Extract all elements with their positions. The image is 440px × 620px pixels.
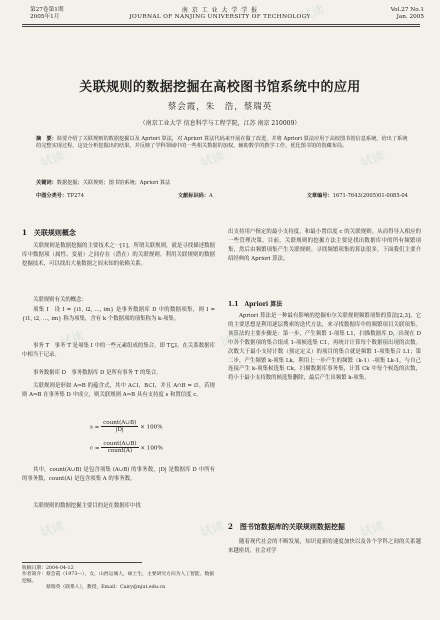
paragraph: 项集 I 设 I = {i1, i2, …, im} 是事务数据库 D 中的数据项集，则 I = {i1, i2, …, im} 称为项集，含有 k 个数据项的项集称为 k-项集。 — [22, 307, 215, 322]
classification-line — [36, 193, 408, 200]
numerator: count(A∪B) — [103, 420, 137, 426]
fraction — [101, 420, 138, 434]
paragraph: 事务数据库 D 事务数据库 D 是所有事务 T 的集合。 — [33, 370, 162, 376]
formula-rhs: × 100% — [140, 424, 163, 431]
contact-author: 蔡瑞英（联系人），教授，Email：Cairy@njut.edu.cn — [46, 585, 166, 591]
section-1-heading: 1 关联规则概念 — [22, 228, 76, 237]
volume-issue-en: Vol.27 No.1 — [390, 7, 424, 13]
fraction — [101, 441, 138, 455]
paragraph: 关联规则有关的概念： — [33, 297, 87, 303]
watermark: 试读 — [198, 148, 226, 170]
watermark: 试读 — [38, 148, 66, 170]
watermark: 试读 — [298, 2, 326, 24]
paragraph: 其中，count(A∪B) 是包含项集 (A∪B) 的事务数，|D| 是数据库 D 中所有的事务数，count(A) 是包含项集 A 的事务数。 — [22, 467, 215, 482]
issue-date: 2005年1月 — [30, 14, 60, 20]
paragraph: 事务 T 事务 T 是项集 I 中的一些元素组成的集合，即 T⊆I。在关系数据库中相当于记录。 — [22, 343, 215, 358]
paragraph: 随着现代社会的不断发展，知识更新的速度加快以及各个学科之间的关系越来越密切，社会对学 — [228, 539, 421, 554]
abstract-label: 摘 要： — [36, 136, 57, 142]
formula-rhs: × 100% — [140, 445, 163, 452]
watermark: 试读 — [38, 518, 66, 540]
watermark: 试读 — [198, 518, 226, 540]
watermark: 试读 — [358, 518, 386, 540]
journal-name-en: JOURNAL OF NANJING UNIVERSITY OF TECHNOLOGY — [129, 14, 311, 20]
header-rule-bottom — [22, 26, 420, 27]
keywords-text: 数据挖掘；关联规则；图书馆系统；Apriori 算法 — [56, 180, 171, 186]
author-affiliation: （南京工业大学 信息科学与工程学院，江苏 南京 210009） — [139, 120, 301, 127]
paragraph: 关联规则的数据挖掘主要目的是在数据库中找 — [33, 503, 141, 509]
confidence-formula — [90, 441, 163, 455]
denominator: |D| — [115, 427, 124, 434]
paragraph: 关联规则是形如 A⇒B 的蕴含式，其中 A⊂I，B⊂I，并且 A∩B = ∅。若规则 A⇒B 在事务集 D 中成立，则关联规则 A⇒B 具有支持度 s 和置信度 c。 — [22, 383, 215, 398]
received-date: 收稿日期：2004-04-12 — [22, 566, 74, 571]
footnote-rule — [22, 562, 142, 563]
support-formula — [90, 420, 163, 434]
footnote — [22, 566, 215, 592]
abstract — [36, 136, 408, 150]
formula-lhs: s = — [90, 424, 100, 431]
author-intro: 作者简介：蔡会霞（1973—），女，山西运城人，硕士生，主要研究方向为人工智能、数据挖掘。 — [22, 572, 215, 584]
journal-volume-en — [344, 7, 424, 21]
journal-volume-info — [30, 7, 64, 21]
watermark: 试读 — [218, 328, 246, 350]
journal-name — [110, 7, 330, 21]
denominator: count(A) — [107, 448, 133, 455]
article-title: 关联规则的数据挖掘在高校图书馆系统中的应用 — [79, 80, 361, 95]
abstract-text: 简要介绍了关联规则的数据挖掘以及 Apriori 算法，对 Apriori 算法代码来开展在做了改进，并将 Apriori 算法应用于高校图书馆信息系统，给出了系统的完整实现过程。这处分析挖掘出的结果，并反映了学科领域中的一些相关数据的加权。辅助数学的教学工作。优化图书馆的馆藏布局。 — [36, 136, 408, 149]
article-number: 文章编号：1671-7643(2005)01-0085-04 — [306, 193, 408, 199]
article-authors: 蔡会霞，朱 浩，蔡瑞英 — [167, 102, 273, 112]
keywords-label: 关键词： — [36, 180, 57, 186]
watermark: 试读 — [378, 328, 406, 350]
numerator: count(A∪B) — [103, 441, 137, 447]
section-2-heading: 2 图书馆数据库的关联规则数据挖掘 — [228, 522, 345, 531]
watermark: 试读 — [358, 148, 386, 170]
watermark: 试读 — [58, 328, 86, 350]
paragraph: 关联规则是数据挖掘的主要技术之一[1]。所谓关联规则，就是寻找描述数据库中数据项（属性、变量）之间存在（潜在）的关联规则。利用关联规则的数据挖掘技术，可以找出大量数据之间未知的依赖关系。 — [22, 243, 215, 267]
journal-name-cn: 南 京 工 业 大 学 学 报 — [181, 7, 259, 14]
paragraph: 出支持用户指定的最小支持度，和最小置信度 c 的关联规则。从而得导入相应的一些管理决策。目前，关联规则的挖掘方法主要是找出数据库中的所有频繁项集，然后由频繁项集产生关联规则。寻找频繁项集的算法很多，下面我们主要介绍经典的 Apriori 算法。 — [228, 229, 421, 262]
paragraph: Apriori 算法是一种最有影响的挖掘布尔关联规则频繁项集的算法[2,3]，它的主要思想是利用逐层搜索的迭代方法，来寻找数据库中的频繁项目关联项集。该算法的主要步骤是：第一步，产生频繁 1-项集 L1，扫描数据库 D，出现在 D 中各个数据项的集合组成 1-项候选集 C1，再统计计算每个数据项出现的次数。次数大于最小支持计数（预定定义）的项目的集合就是频繁 1-项集集合 L1；第二步，产生频繁 k-项集 Lk，利用上一步产生的频繁（k-1）-项集 Lk-1，与自己连接产生 k-项集候选集 Ck，扫描数据库事务集，计算 Ck 中每个候选的次数，将小于最小支持数的候选集删除，最后产生出频繁 k-项集。 — [228, 313, 421, 382]
header-rule-top — [22, 24, 420, 25]
issue-date-en: Jan. 2005 — [396, 14, 424, 20]
clc-number: 中图分类号：TP274 — [36, 193, 84, 199]
volume-issue: 第27卷第1期 — [30, 7, 64, 13]
document-code: 文献标识码：A — [177, 193, 213, 199]
formula-lhs: c = — [90, 445, 100, 452]
keywords — [36, 180, 408, 187]
subsection-1-1-heading: 1.1 Apriori 算法 — [228, 301, 283, 308]
